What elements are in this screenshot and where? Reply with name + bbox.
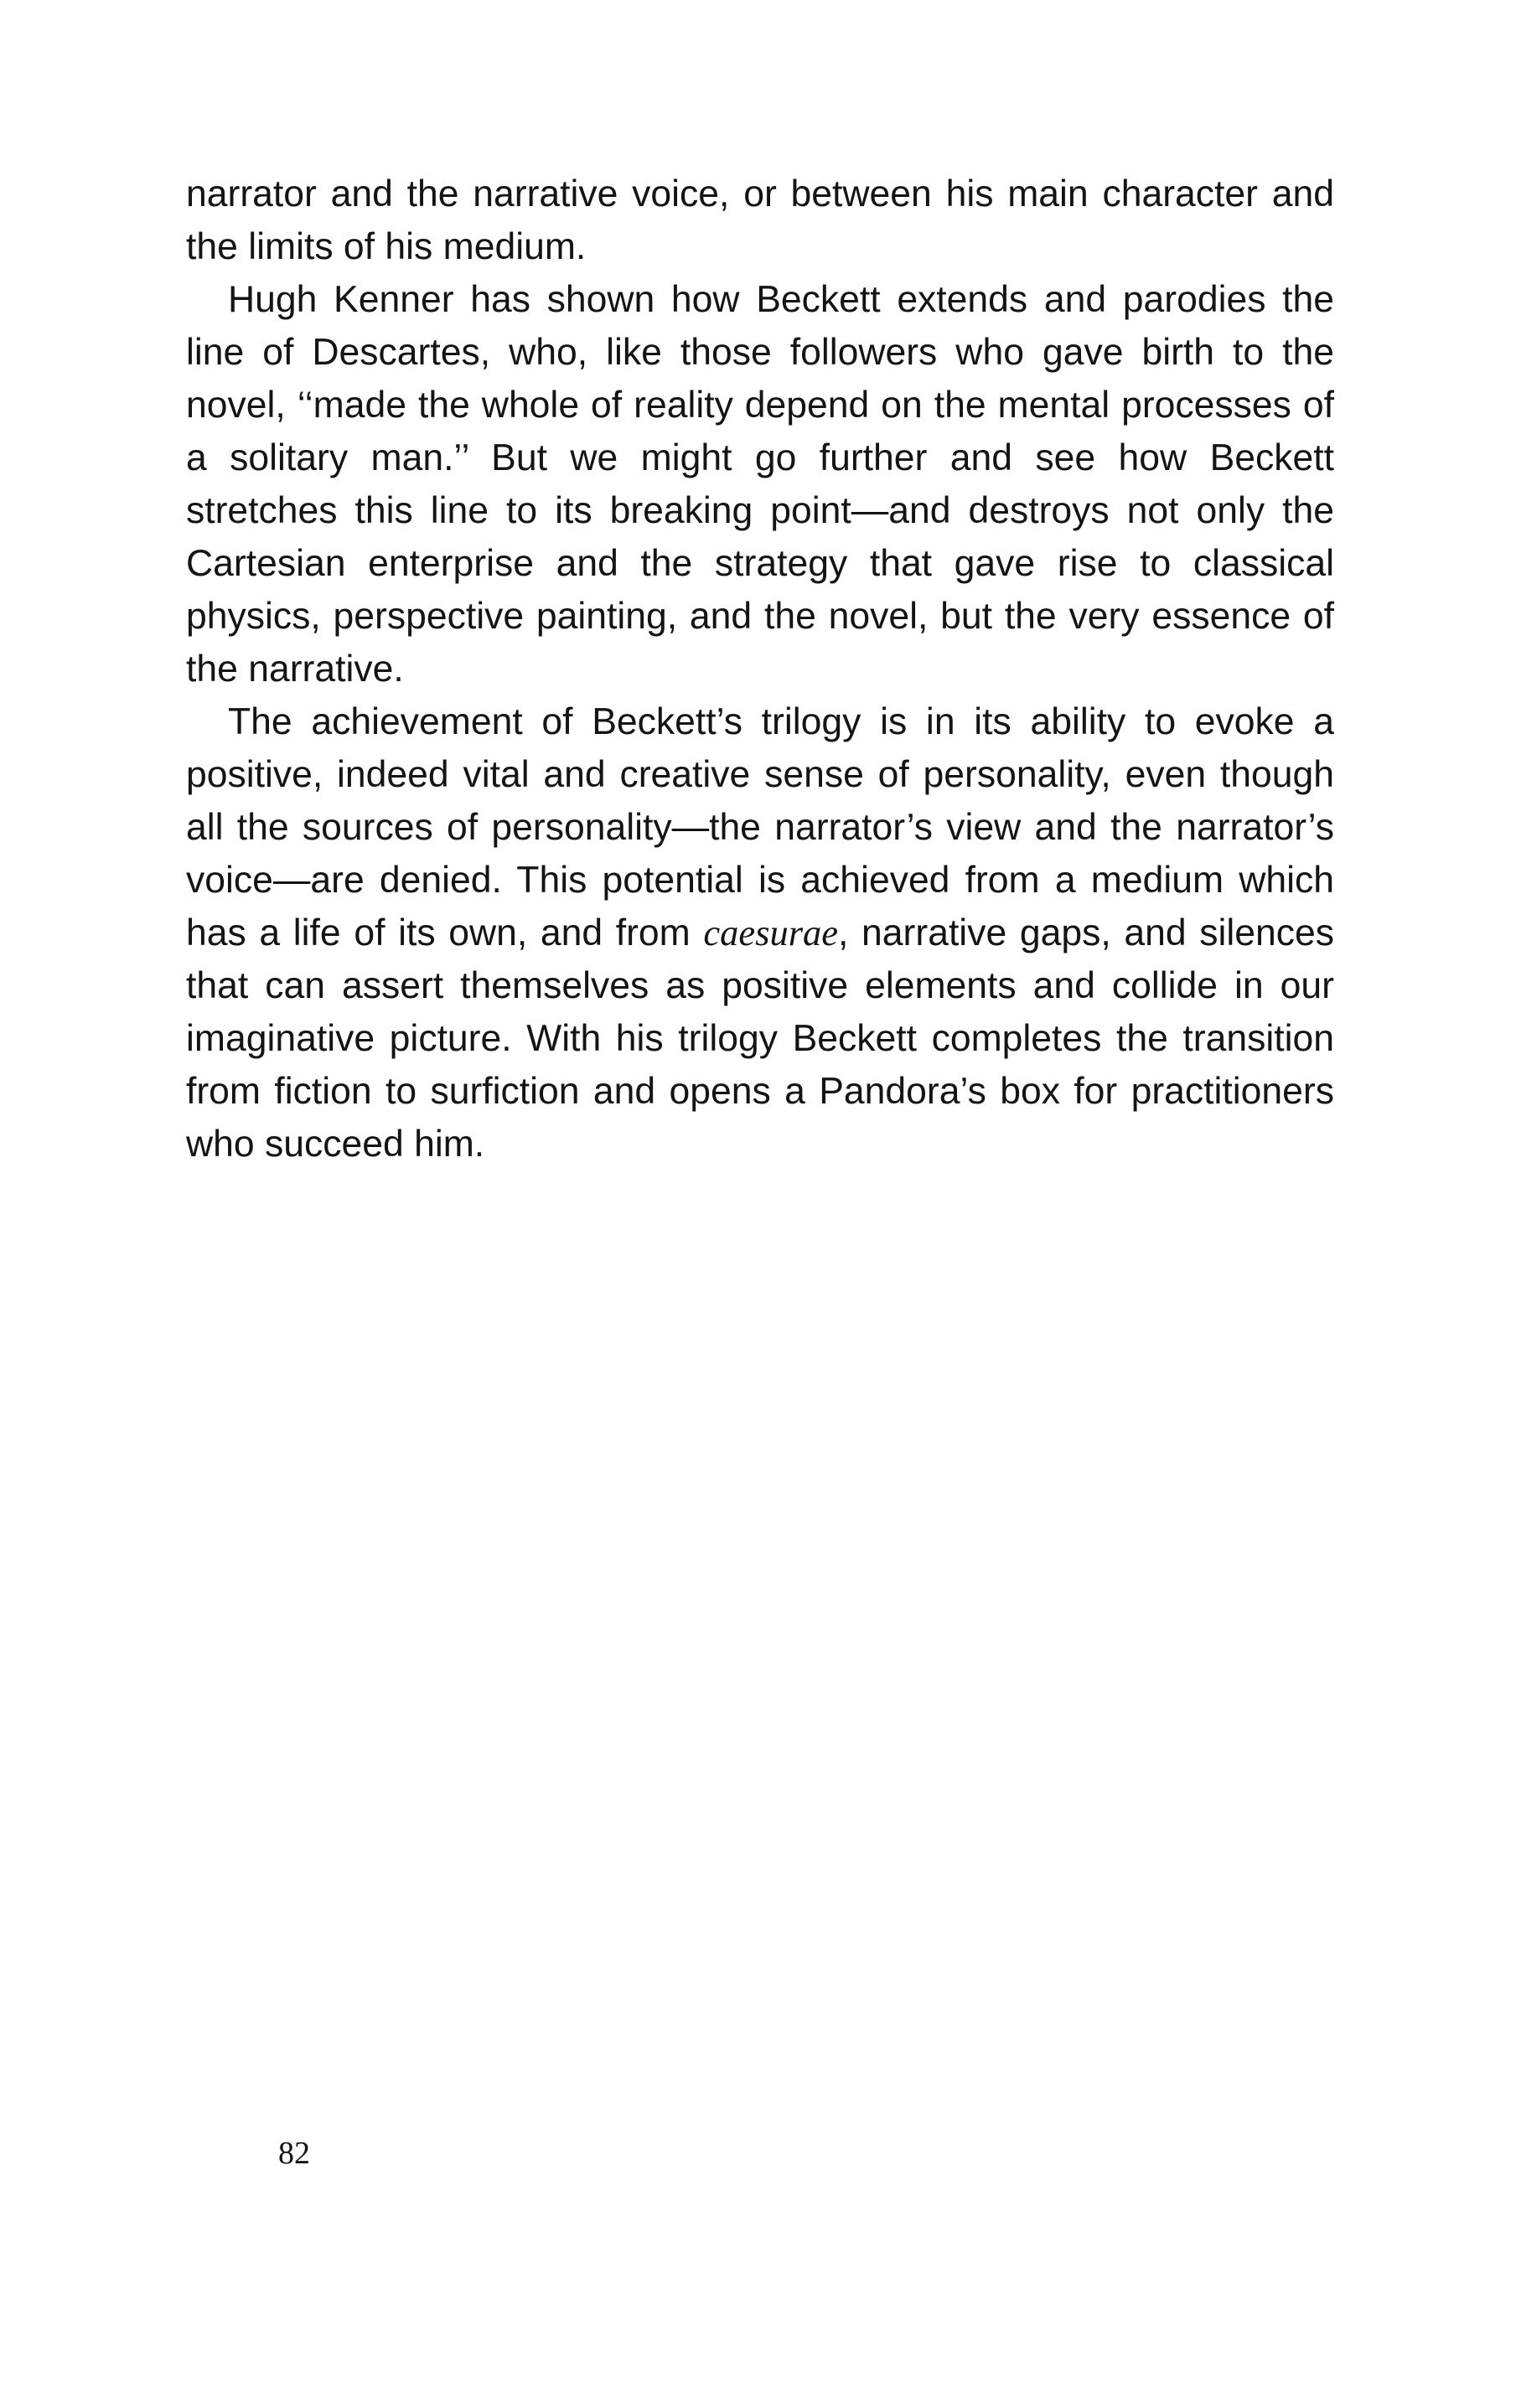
paragraph-text: narrator and the narrative voice, or between his main character and the limits of his medium.: [186, 173, 1334, 267]
body-text: [186, 168, 1334, 1170]
paragraph-kenner: [186, 273, 1334, 695]
paragraph-achievement: [186, 695, 1334, 1170]
paragraph-text-before: The achievement of Beckett’s trilogy is in its ability to evoke a positive, indeed vital and creative sense of personality, even though all the sources of personality—the narrator’s view and the narrator’s voice—are denied. This potential is achieved from a medium which has a life of its own, and from: [186, 701, 1334, 953]
italic-term: caesurae: [703, 912, 839, 953]
paragraph-text: Hugh Kenner has shown how Beckett extends and parodies the line of Descartes, who, like those followers who gave birth to the novel, ‘‘made the whole of reality depend on the mental processes of a solitary man.’’ But we might go further and see how Beckett stretches this line to its breaking point—and destroys not only the Cartesian enterprise and the strategy that gave rise to classical physics, perspective painting, and the novel, but the very essence of the narrative.: [186, 279, 1334, 690]
page-number: 82: [278, 2136, 310, 2171]
paragraph-continuation: [186, 168, 1334, 273]
paragraph-text-after: , narrative gaps, and silences that can assert themselves as positive elements and collide in our imaginative picture. With his trilogy Beckett completes the transition from fiction to surfiction and opens a Pandora’s box for practitioners who succeed him.: [186, 912, 1334, 1165]
